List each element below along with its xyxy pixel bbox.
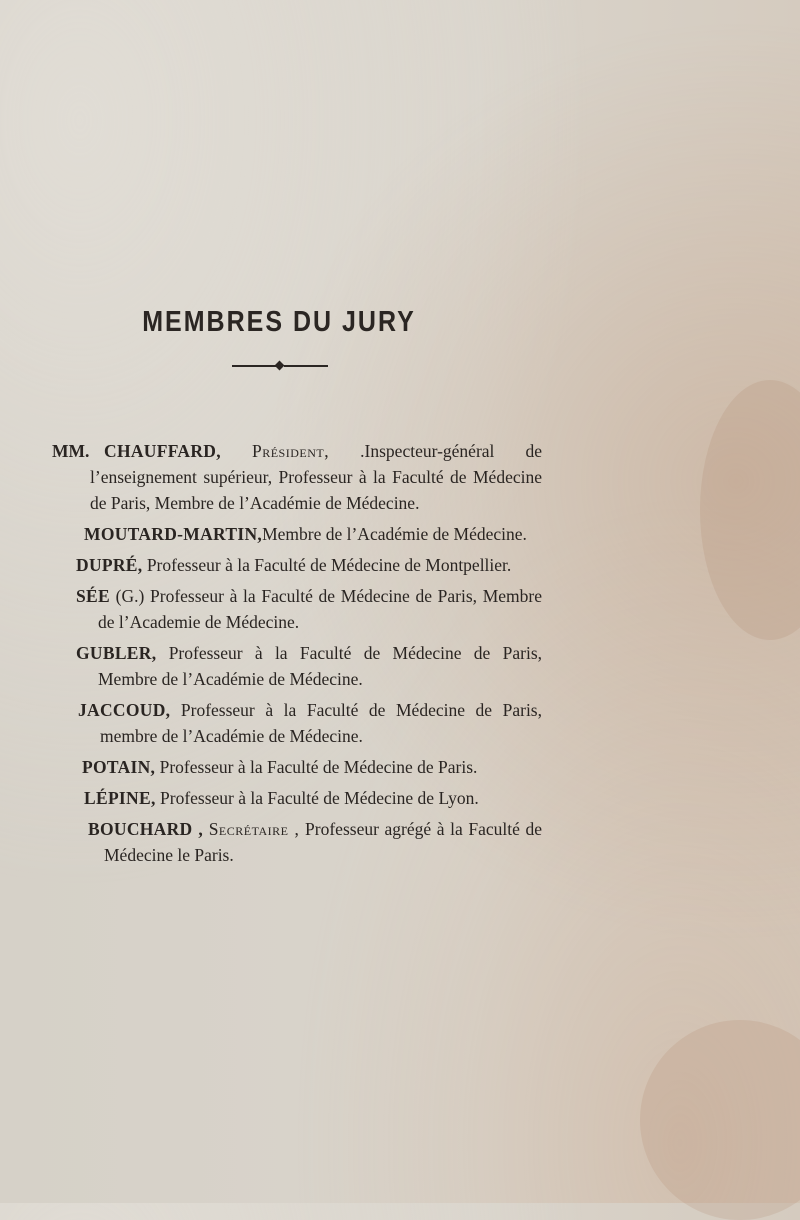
title-ornament (232, 360, 328, 372)
ornament-rule-left (232, 365, 276, 367)
member-description: Professeur à la Faculté de Médecine de Paris, membre de l’Académie de Médecine. (100, 700, 542, 746)
member-description: Professeur à la Faculté de Médecine de Lyon. (160, 788, 479, 808)
jury-member-entry (52, 552, 542, 578)
member-name: CHAUFFARD, (104, 441, 221, 461)
jury-member-entry (52, 583, 542, 635)
member-name: BOUCHARD , (88, 819, 204, 839)
jury-member-entry (52, 640, 542, 692)
page-title: MEMBRES DU JURY (142, 305, 416, 339)
member-role: Président, (251, 441, 330, 461)
member-description: .Inspecteur-général de l’enseignement supérieur, Professeur à la Faculté de Médecine de Paris, Membre de l’Académie de Médecine. (90, 441, 542, 513)
jury-member-entry (52, 785, 542, 811)
jury-member-entry (52, 754, 542, 780)
member-description: (G.) Professeur à la Faculté de Médecine de Paris, Membre de l’Academie de Médecine. (98, 586, 542, 632)
ornament-diamond-icon (275, 361, 285, 371)
member-description: Membre de l’Académie de Médecine. (262, 524, 527, 544)
member-description: Professeur à la Faculté de Médecine de Paris, Membre de l’Académie de Médecine. (98, 643, 542, 689)
jury-list (52, 438, 542, 873)
jury-member-entry (52, 697, 542, 749)
member-name: POTAIN, (82, 757, 156, 777)
ornament-rule-right (284, 365, 328, 367)
paper-stain (640, 1020, 800, 1220)
honorific-prefix: MM. (52, 441, 90, 461)
member-description: Professeur à la Faculté de Médecine de Montpellier. (146, 555, 512, 575)
member-description: Professeur à la Faculté de Médecine de Paris. (159, 757, 478, 777)
member-name: DUPRÉ, (76, 555, 143, 575)
jury-member-entry (52, 521, 542, 547)
member-name: LÉPINE, (84, 788, 156, 808)
paper-stain (700, 380, 800, 640)
member-role: Secrétaire , (208, 819, 300, 839)
jury-member-entry (52, 816, 542, 868)
member-name: JACCOUD, (78, 700, 171, 720)
jury-member-entry (52, 438, 542, 516)
member-description: Professeur agrégé à la Faculté de Médecine le Paris. (104, 819, 542, 865)
member-name: SÉE (76, 586, 110, 606)
member-name: GUBLER, (76, 643, 157, 663)
member-name: MOUTARD-MARTIN, (84, 524, 263, 544)
